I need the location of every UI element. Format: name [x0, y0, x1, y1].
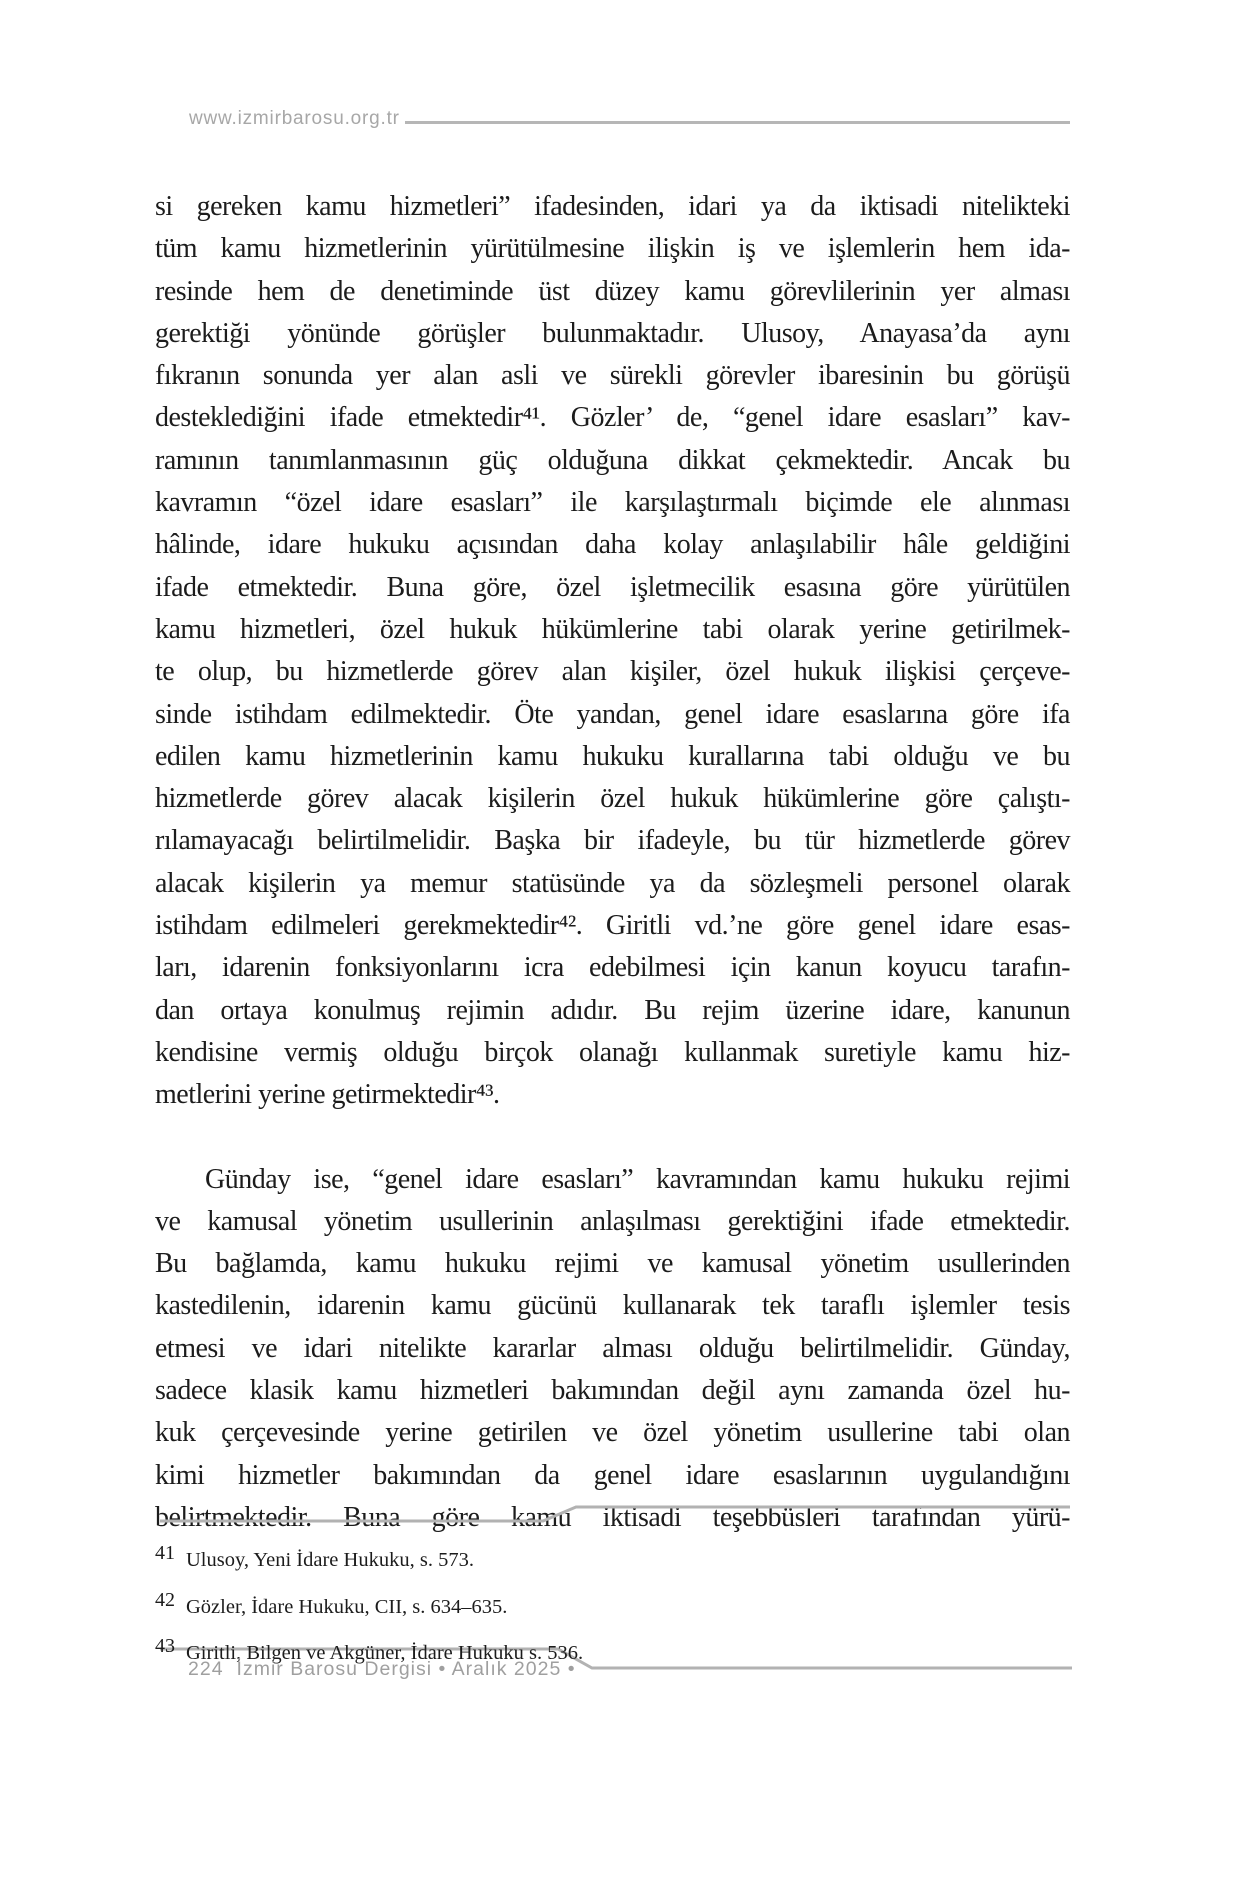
footnote-text: Ulusoy, Yeni İdare Hukuku, s. 573.	[186, 1549, 474, 1571]
header-url: www.izmirbarosu.org.tr	[189, 108, 400, 129]
text-line: kimi hizmetler bakımından da genel idare esaslarının uygulandığını	[155, 1459, 1070, 1491]
text-line: tüm kamu hizmetlerinin yürütülmesine ilişkin iş ve işlemlerin hem ida-	[155, 233, 1070, 265]
text-line: ları, idarenin fonksiyonlarını icra edebilmesi için kanun koyucu tarafın-	[155, 952, 1070, 984]
text-line: ramının tanımlanmasının güç olduğuna dikkat çekmektedir. Ancak bu	[155, 444, 1070, 476]
text-line: ifade etmektedir. Buna göre, özel işletmecilik esasına göre yürütülen	[155, 571, 1070, 603]
footnote-text: Giritli, Bilgen ve Akgüner, İdare Hukuku s. 536.	[186, 1642, 584, 1664]
footnote	[155, 1581, 1070, 1628]
footer-journal-line: İzmir Barosu Dergisi • Aralık 2025 •	[236, 1658, 576, 1680]
footnote-number: 41	[155, 1542, 175, 1564]
text-line: si gereken kamu hizmetleri” ifadesinden, idari ya da iktisadi nitelikteki	[155, 191, 1070, 222]
page-number: 224	[188, 1658, 224, 1680]
text-line: sinde istihdam edilmektedir. Öte yandan, genel idare esaslarına göre ifa	[155, 698, 1070, 730]
text-line: metlerini yerine getirmektedir⁴³.	[155, 1079, 500, 1111]
text-line: dan ortaya konulmuş rejimin adıdır. Bu rejim üzerine idare, kanunun	[155, 994, 1070, 1026]
body-text	[155, 186, 1070, 1539]
text-line: Günday ise, “genel idare esasları” kavramından kamu hukuku rejimi	[205, 1163, 1070, 1195]
text-line: fıkranın sonunda yer alan asli ve sürekli görevler ibaresinin bu görüşü	[155, 360, 1070, 392]
text-line: belirtmektedir. Buna göre kamu iktisadi teşebbüsleri tarafından yürü-	[155, 1501, 1070, 1533]
paragraph-1	[155, 186, 1070, 1117]
footnote	[155, 1534, 1070, 1581]
text-line: Bu bağlamda, kamu hukuku rejimi ve kamusal yönetim usullerinden	[155, 1248, 1070, 1280]
text-line: alacak kişilerin ya memur statüsünde ya da sözleşmeli personel olarak	[155, 867, 1070, 899]
text-line: kuk çerçevesinde yerine getirilen ve özel yönetim usullerine tabi olan	[155, 1417, 1070, 1449]
footnote-number: 42	[155, 1588, 175, 1611]
header-rule	[405, 121, 1070, 124]
text-line: te olup, bu hizmetlerde görev alan kişiler, özel hukuk ilişkisi çerçeve-	[155, 656, 1070, 688]
text-line: resinde hem de denetiminde üst düzey kamu görevlilerinin yer alması	[155, 275, 1070, 307]
text-line: kamu hizmetleri, özel hukuk hükümlerine tabi olarak yerine getirilmek-	[155, 613, 1070, 645]
text-line: kastedilenin, idarenin kamu gücünü kullanarak tek taraflı işlemler tesis	[155, 1290, 1070, 1322]
footnote-text: Gözler, İdare Hukuku, CII, s. 634–635.	[186, 1595, 508, 1618]
text-line: sadece klasik kamu hizmetleri bakımından değil aynı zamanda özel hu-	[155, 1375, 1070, 1407]
text-line: edilen kamu hizmetlerinin kamu hukuku kurallarına tabi olduğu ve bu	[155, 740, 1070, 772]
text-line: etmesi ve idari nitelikte kararlar alması olduğu belirtilmelidir. Günday,	[155, 1332, 1070, 1364]
text-line: istihdam edilmeleri gerekmektedir⁴². Giritli vd.’ne göre genel idare esas-	[155, 910, 1070, 942]
footnote-number: 43	[155, 1635, 175, 1657]
text-line: kavramın “özel idare esasları” ile karşılaştırmalı biçimde ele alınması	[155, 487, 1070, 519]
text-line: ve kamusal yönetim usullerinin anlaşılması gerektiğini ifade etmektedir.	[155, 1205, 1070, 1237]
text-line: gerektiği yönünde görüşler bulunmaktadır. Ulusoy, Anayasa’da aynı	[155, 317, 1070, 349]
text-line: desteklediğini ifade etmektedir⁴¹. Gözler’ de, “genel idare esasları” kav-	[155, 402, 1070, 434]
page-header	[189, 108, 1070, 130]
text-line: kendisine vermiş olduğu birçok olanağı kullanmak suretiyle kamu hiz-	[155, 1036, 1070, 1068]
text-line: hizmetlerde görev alacak kişilerin özel hukuk hükümlerine göre çalıştı-	[155, 783, 1070, 815]
text-line: rılamayacağı belirtilmelidir. Başka bir ifadeyle, bu tür hizmetlerde görev	[155, 825, 1070, 857]
paragraph-2	[155, 1159, 1070, 1540]
text-line: hâlinde, idare hukuku açısından daha kolay anlaşılabilir hâle geldiğini	[155, 529, 1070, 561]
page-footer	[188, 1658, 576, 1681]
footnotes	[155, 1534, 1070, 1674]
